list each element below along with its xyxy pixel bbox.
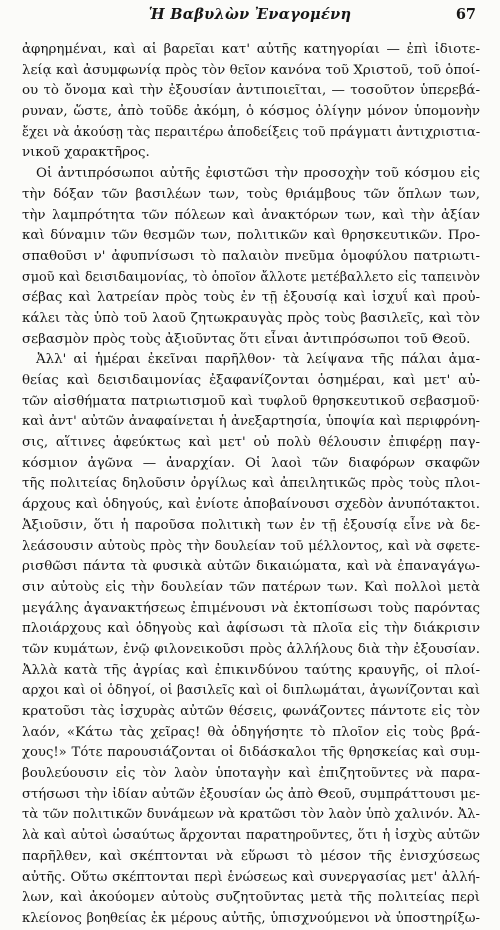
text-line: ρισθῶσι πάντα τὰ φυσικὰ αὐτῶν δικαιώματα, καὶ νὰ ἐπαναγάγω- xyxy=(22,559,480,575)
text-line: σπαθοῦσι ν' ἀφυπνίσωσι τὸ παλαιὸν πνεῦμα ὁμοφύλου πατριωτι- xyxy=(22,248,480,264)
text-line: κρατοῦσι τὰς ἰσχυρὰς αὐτῶν θέσεις, φωνάζοντες πάντοτε εἰς τὸν xyxy=(22,704,480,719)
text-line: Ἀλλὰ κατὰ τῆς ἀγρίας καὶ ἐπικινδύνου ταύτης κραυγῆς, οἱ πλοί- xyxy=(22,662,480,678)
text-line: παρῆλθεν, καὶ σκέπτονται νὰ εὕρωσι τὸ μέσον τῆς ἐνισχύσεως xyxy=(22,848,480,864)
text-line: λαόν, «Κάτω τὰς χεῖρας! θὰ ὁδηγήσητε τὸ πλοῖον εἰς τοὺς βρά- xyxy=(22,724,480,740)
text-line: καὶ ἀντ' αὐτῶν ἀναφαίνεται ἡ ἀνεξαρτησία, ὑποψία καὶ περιφρόνη- xyxy=(22,414,480,430)
text-line: μεγάλης ἀγανακτήσεως ἐπιμένουσι νὰ ἐκτοπίσωσι τοὺς παρόντας xyxy=(22,600,480,616)
text-line: κλείονος βοηθείας ἐκ μέρους αὐτῆς, ὑπισχνούμενοι νὰ ὑποστηρίξω- xyxy=(22,910,480,926)
text-line: Οἱ ἀντιπρόσωποι αὐτῆς ἐφιστῶσι τὴν προσοχὴν τοῦ κόσμου εἰς xyxy=(36,166,480,182)
text-line: λεάσουσιν αὐτοὺς πρὸς τὴν δουλείαν τοῦ μέλλοντος, καὶ νὰ σφετε- xyxy=(22,538,480,554)
text-line: κόσμιον ἀγῶνα — ἀναρχίαν. Οἱ λαοὶ τῶν διαφόρων σκαφῶν xyxy=(22,455,480,471)
text-line: ου τὸ ὄνομα καὶ τὴν ἐξουσίαν ἀντιποιεῖται, — τοσοῦτον ὑπερεβά- xyxy=(22,83,480,99)
text-line: τῆς πολιτείας δηλοῦσιν ὀργίλως καὶ ἀπειλητικῶς πρὸς τοὺς πλοι- xyxy=(22,476,480,492)
text-line: αὐτῆς. Οὕτω σκέπτονται περὶ ἑνώσεως καὶ συνεργασίας μετ' ἀλλή- xyxy=(22,869,480,885)
text-line: στήσωσι τὴν ἰδίαν αὐτῶν ἐξουσίαν ὡς ἀπὸ Θεοῦ, συμπράττουσι με- xyxy=(22,786,480,802)
text-line: τῶν κυμάτων, ἐνῷ φιλονεικοῦσι πρὸς ἀλλήλους διὰ τὴν ἐξουσίαν. xyxy=(22,641,480,657)
text-line: σμοῦ καὶ δεισιδαιμονίας, τὸ ὁποῖον ἄλλοτε μετέβαλλετο εἰς ταπεινὸν xyxy=(22,269,480,285)
text-line: σέβας καὶ λατρείαν πρὸς τοὺς ἐν τῇ ἐξουσίᾳ καὶ ἰσχυΐ καὶ προὐ- xyxy=(22,290,480,306)
text-line: αρχοι καὶ οἱ ὁδηγοί, οἱ βασιλεῖς καὶ οἱ διπλωμάται, ἀγωνίζονται καὶ xyxy=(22,683,480,699)
text-line: σις, αἵτινες ἀφεύκτως καὶ μετ' οὐ πολὺ θέλουσιν ἐπιφέρῃ παγ- xyxy=(22,435,480,451)
text-line: καὶ δύναμιν τῶν θεσμῶν των, πολιτικῶν καὶ θρησκευτικῶν. Προ- xyxy=(22,228,480,244)
text-line: βουλεύουσιν εἰς τὸν λαὸν ὑποταγὴν καὶ ἐπιζητοῦντες νὰ παρα- xyxy=(22,766,480,782)
text-line: τὰ τῶν πολιτικῶν δυνάμεων νὰ κρατῶσι τὸν λαὸν ὑπὸ χαλινόν. Ἀλ- xyxy=(22,807,480,823)
text-line: λὰ καὶ αὐτοὶ ὡσαύτως ἄρχονται παρατηροῦντες, ὅτι ἡ ἰσχὺς αὐτῶν xyxy=(22,828,480,844)
text-line: λων, καὶ ἀκούομεν αὐτοὺς συζητοῦντας μετὰ τῆς πολιτείας περὶ xyxy=(22,890,480,906)
text-line: λείᾳ καὶ ἀσυμφωνίᾳ πρὸς τὸν θεῖον κανόνα τοῦ Χριστοῦ, τοῦ ὁποί- xyxy=(22,62,480,78)
text-line: τὴν λαμπρότητα τῶν πόλεων καὶ ἀνακτόρων των, καὶ τὴν ἀξίαν xyxy=(22,207,480,223)
text-line: Ἀλλ' αἱ ἡμέραι ἐκεῖναι παρῆλθον· τὰ λείψανα τῆς πάλαι ἀμα- xyxy=(36,352,480,368)
page-header xyxy=(0,6,500,28)
text-line: πλοιάρχους καὶ ὁδηγοὺς καὶ ἀφίσωσι τὰ πλοῖα εἰς τὴν διάκρισιν xyxy=(22,621,480,637)
text-line: ἔχει νὰ ἀκούσῃ τὰς περαιτέρω ἀποδείξεις τοῦ πράγματι ἀντιχριστια- xyxy=(22,124,480,140)
text-line: τῶν αἰσθήματα πατριωτισμοῦ καὶ τυφλοῦ θρησκευτικοῦ σεβασμοῦ· xyxy=(22,393,480,409)
text-line: άρχους καὶ ὁδηγούς, καὶ ἐνίοτε ἀποβαίνουσι σχεδὸν ἀνυπότακτοι. xyxy=(22,497,480,513)
text-line: χους!» Τότε παρουσιάζονται οἱ διδάσκαλοι τῆς θρησκείας καὶ συμ- xyxy=(22,745,480,761)
text-line: κάλει τὰς ὑπὸ τοῦ λαοῦ ζητωκραυγὰς πρὸς τοὺς βασιλεῖς, καὶ τὸν xyxy=(22,310,480,326)
text-line: νικοῦ χαρακτῆρος. xyxy=(22,145,150,161)
text-line: ἀφηρημέναι, καὶ αἱ βαρεῖαι κατ' αὐτῆς κατηγορίαι — ἐπὶ ἰδιοτε- xyxy=(22,42,480,57)
text-line: ρυναν, ὥστε, ἀπὸ τοῦδε ἀκόμη, ὁ κόσμος ὀλίγην μόνον ὑπομονὴν xyxy=(22,104,480,120)
body-text xyxy=(22,40,480,930)
text-line: σιν αὐτοὺς εἰς τὴν δουλείαν τῶν πατέρων των. Καὶ πολλοὶ μετὰ xyxy=(22,579,480,595)
text-line: τὴν δόξαν τῶν βασιλέων των, τοὺς θριάμβους τῶν ὅπλων των, xyxy=(22,186,480,202)
text-line: θείας καὶ δεισιδαιμονίας ἐξαφανίζονται ὁσημέραι, καὶ μετ' αὐ- xyxy=(22,373,480,388)
page-number: 67 xyxy=(455,6,476,23)
text-line: σεβασμὸν πρὸς τοὺς ἀξιοῦντας ὅτι εἶναι ἀντιπρόσωποι τοῦ Θεοῦ. xyxy=(22,331,471,347)
running-title: Ἡ Βαβυλὼν Ἐναγομένη xyxy=(148,6,352,23)
text-line: Ἀξιοῦσιν, ὅτι ἡ παροῦσα πολιτικὴ των ἐν τῇ ἐξουσίᾳ εἶνε νὰ δε- xyxy=(22,517,480,533)
